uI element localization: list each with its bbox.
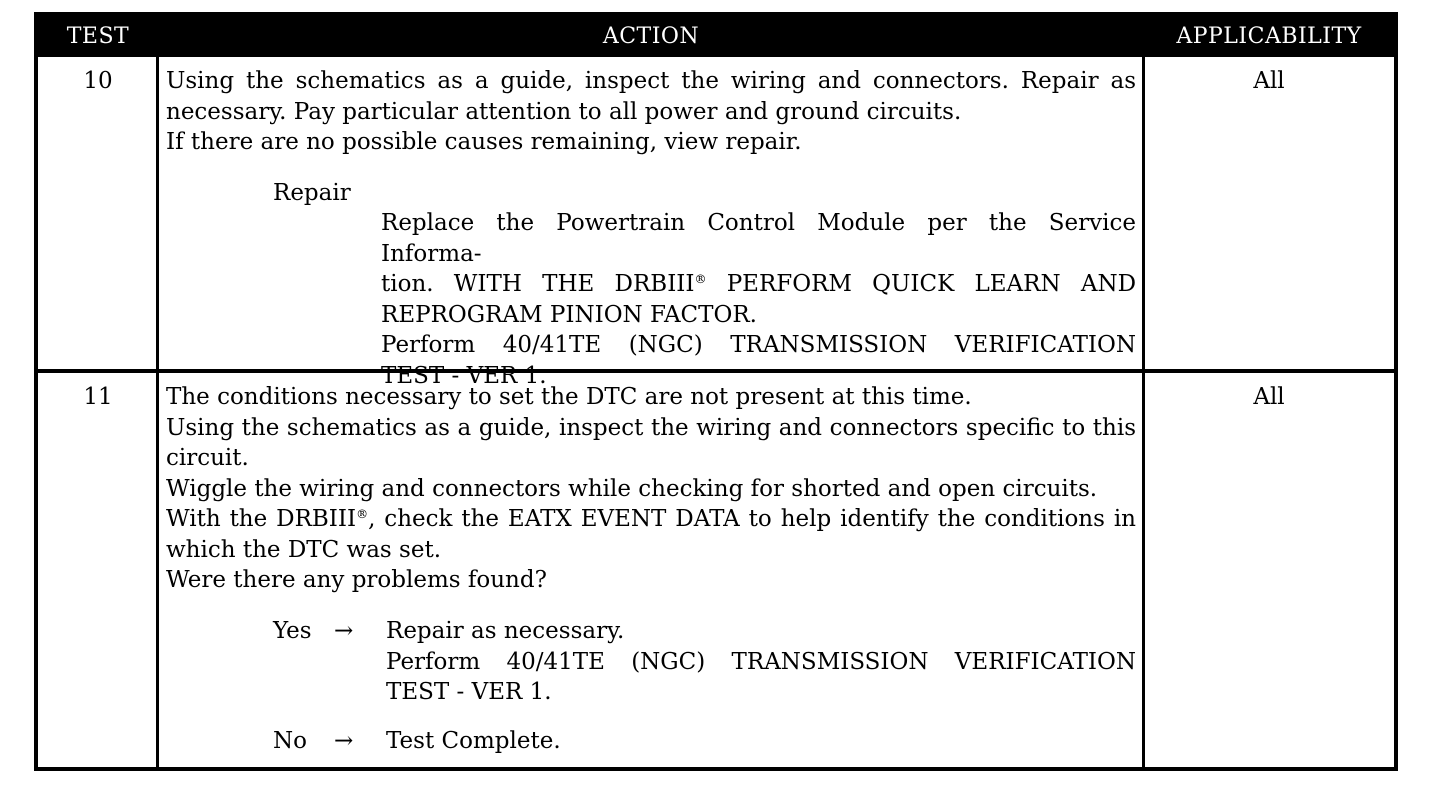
repair-line: Replace the Powertrain Control Module per the Service Informa- <box>381 210 1136 267</box>
repair-line: TEST - VER 1. <box>381 362 547 389</box>
yes-line: Perform 40/41TE (NGC) TRANSMISSION VERIFICATION <box>386 648 1136 675</box>
action-line: Using the schematics as a guide, inspect the wiring and connectors. Repair as <box>166 68 1136 94</box>
header-action: ACTION <box>602 24 700 49</box>
table-header <box>38 16 1394 57</box>
header-test: TEST <box>66 24 130 49</box>
action-line: If there are no possible causes remaining, view repair. <box>166 129 802 155</box>
applicability-value: All <box>1253 68 1285 94</box>
repair-line: tion. WITH THE DRBIII® PERFORM QUICK LEARN AND <box>381 271 1137 297</box>
repair-text <box>381 208 1136 391</box>
action-text <box>166 66 1136 158</box>
yes-text <box>386 616 1136 708</box>
no-label: No <box>273 728 307 754</box>
test-number: 10 <box>83 68 113 94</box>
action-line: With the DRBIII®, check the EATX EVENT DATA to help identify the conditions in <box>166 506 1136 532</box>
registered-mark: ® <box>356 507 369 521</box>
no-text <box>386 726 1136 757</box>
test-number: 11 <box>83 384 113 410</box>
action-line: The conditions necessary to set the DTC are not present at this time. <box>166 384 972 410</box>
repair-line: Perform 40/41TE (NGC) TRANSMISSION VERIFICATION <box>381 332 1136 358</box>
arrow-icon: → <box>334 618 354 644</box>
yes-line: TEST - VER 1. <box>386 679 552 705</box>
column-divider <box>156 57 159 767</box>
diagnostic-table <box>34 12 1398 771</box>
column-divider <box>1142 57 1145 767</box>
action-line: Were there any problems found? <box>166 567 547 593</box>
action-line: circuit. <box>166 445 249 471</box>
yes-line: Repair as necessary. <box>386 618 625 644</box>
action-line: which the DTC was set. <box>166 536 442 563</box>
repair-label: Repair <box>273 180 351 206</box>
repair-line: REPROGRAM PINION FACTOR. <box>381 301 757 328</box>
action-line: Using the schematics as a guide, inspect the wiring and connectors specific to this <box>166 414 1136 441</box>
arrow-icon: → <box>334 728 354 754</box>
registered-mark: ® <box>694 272 707 286</box>
action-line: necessary. Pay particular attention to all power and ground circuits. <box>166 98 962 125</box>
applicability-value: All <box>1253 384 1285 410</box>
action-text <box>166 382 1136 596</box>
yes-label: Yes <box>273 618 312 644</box>
header-applicability: APPLICABILITY <box>1176 24 1362 49</box>
action-line: Wiggle the wiring and connectors while checking for shorted and open circuits. <box>166 475 1098 502</box>
no-line: Test Complete. <box>386 728 561 754</box>
